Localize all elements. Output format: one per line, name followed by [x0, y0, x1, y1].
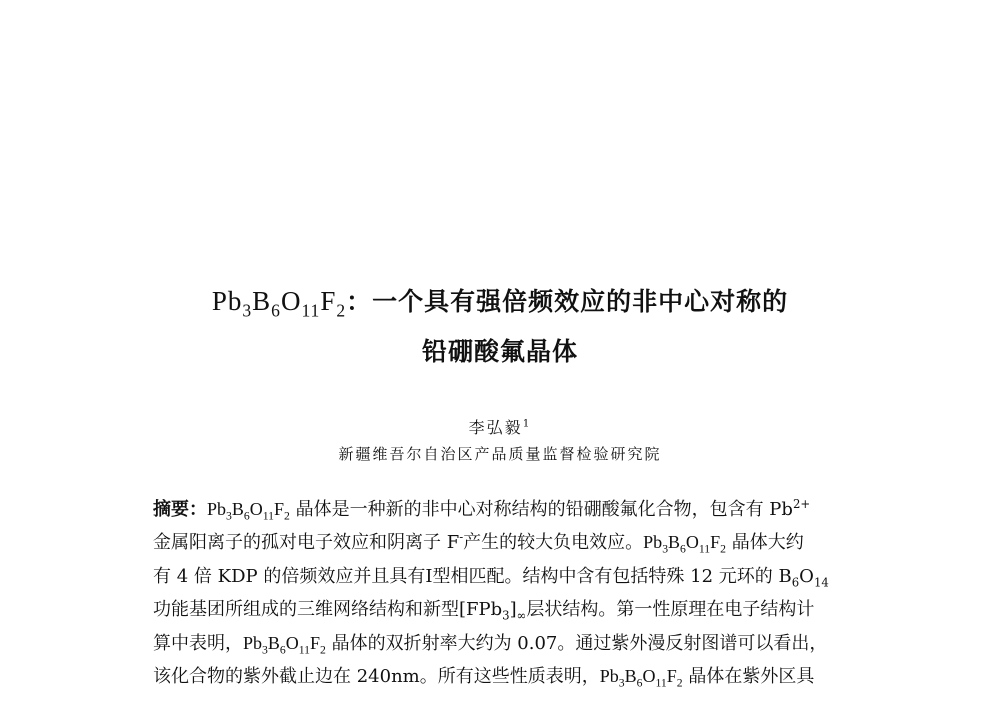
abstract-line: 功能基团所组成的三维网络结构和新型$[FPb_3]_\infty$层状结构。第一性原理在电子结构计	[153, 599, 815, 623]
title-formula: $Pb_3B_6O_{11}F_2$	[211, 286, 347, 321]
formula: $Pb_3B_6O_{11}F_2$	[243, 632, 326, 657]
abstract-line: 该化合物的紫外截止边在 240nm。所有这些性质表明，$Pb_3B_6O_{11}F_2$ 晶体在紫外区具	[153, 666, 815, 690]
abstract-label: 摘要：	[153, 499, 207, 520]
affiliation-mark: 1	[522, 417, 532, 430]
abstract-line: 金属阳离子的孤对电子效应和阴离子 F-产生的较大负电效应。$Pb_3B_6O_{11}F_2$ 晶体大约	[153, 530, 804, 556]
abstract-line: 摘要：$Pb_3B_6O_{11}F_2$ 晶体是一种新的非中心对称结构的铅硼酸氟化合物，包含有 $Pb^{2+}$	[153, 497, 811, 523]
formula: $Pb_3B_6O_{11}F_2$	[643, 532, 727, 556]
abstract-line: 算中表明，$Pb_3B_6O_{11}F_2$ 晶体的双折射率大约为 0.07。通过紫外漫反射图谱可以看出，	[153, 632, 828, 657]
formula: $Pb_3B_6O_{11}F_2$	[207, 499, 290, 523]
paper-title-line-2: 铅硼酸氟晶体	[421, 337, 578, 366]
abstract	[153, 493, 853, 693]
author	[0, 415, 1000, 438]
affiliation: 新疆维吾尔自治区产品质量监督检验研究院	[338, 445, 662, 463]
formula: $Pb_3B_6O_{11}F_2$	[599, 666, 683, 690]
abstract-line: 有 4 倍 KDP 的倍频效应并且具有Ⅰ型相匹配。结构中含有包括特殊 12 元环的 $B_6O_{14}$	[153, 565, 829, 590]
title-text: ：一个具有强倍频效应的非中心对称的	[346, 287, 789, 316]
author-name: 李弘毅	[468, 418, 523, 437]
paper-title-line-1	[0, 282, 1000, 321]
